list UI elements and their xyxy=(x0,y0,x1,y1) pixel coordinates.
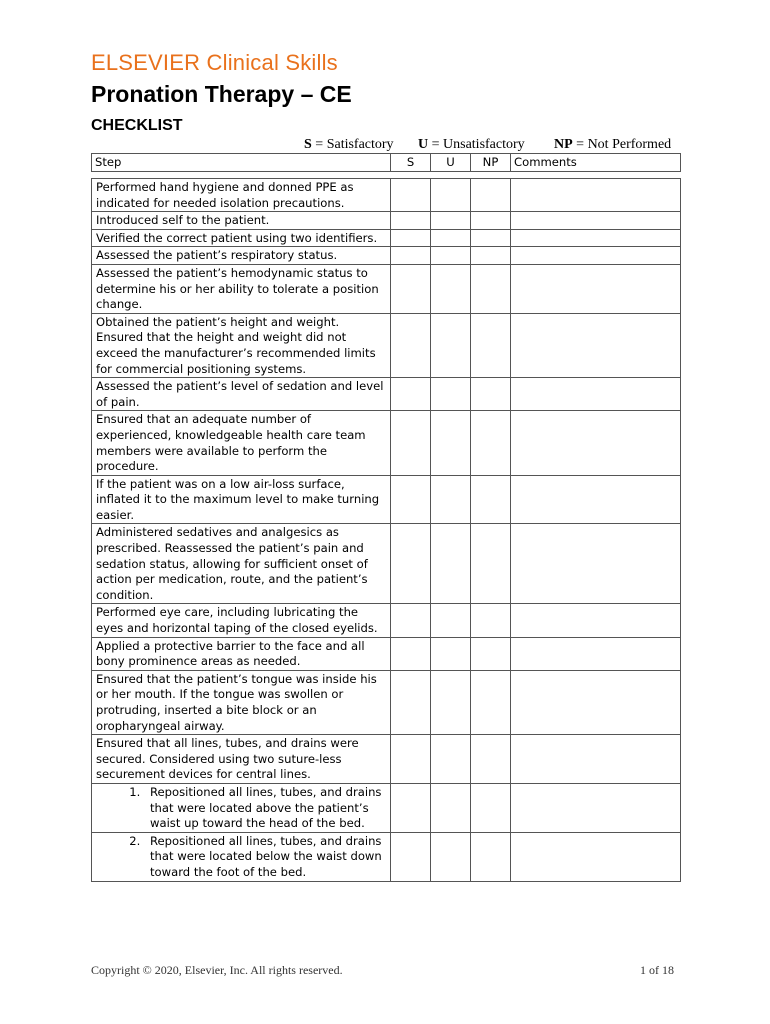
step-text: Performed hand hygiene and donned PPE as indicated for needed isolation precautions. xyxy=(96,180,354,210)
u-cell[interactable] xyxy=(431,411,471,475)
np-cell[interactable] xyxy=(471,378,511,411)
u-cell[interactable] xyxy=(431,212,471,230)
step-cell xyxy=(92,735,391,784)
table-row xyxy=(92,524,681,604)
comments-cell[interactable] xyxy=(511,411,681,475)
table-sub-row xyxy=(92,832,681,881)
comments-cell[interactable] xyxy=(511,378,681,411)
table-row xyxy=(92,212,681,230)
s-cell[interactable] xyxy=(391,670,431,734)
table-spacer-row xyxy=(92,172,681,179)
page-title: Pronation Therapy – CE xyxy=(91,81,352,107)
step-cell xyxy=(92,229,391,247)
comments-cell[interactable] xyxy=(511,524,681,604)
table-row xyxy=(92,179,681,212)
sub-step-list xyxy=(96,785,387,832)
u-cell[interactable] xyxy=(431,604,471,637)
u-cell[interactable] xyxy=(431,637,471,670)
s-cell[interactable] xyxy=(391,247,431,265)
step-text: Obtained the patient’s height and weight. Ensured that the height and weight did not exceed the manufacturer’s recommended limits for commercial positioning systems. xyxy=(96,314,376,376)
table-row xyxy=(92,604,681,637)
u-cell[interactable] xyxy=(431,229,471,247)
np-cell[interactable] xyxy=(471,604,511,637)
u-cell[interactable] xyxy=(431,735,471,784)
table-row xyxy=(92,378,681,411)
step-cell xyxy=(92,264,391,313)
table-row xyxy=(92,637,681,670)
comments-cell[interactable] xyxy=(511,832,681,881)
u-cell[interactable] xyxy=(431,313,471,377)
legend-unsatisfactory: U = Unsatisfactory xyxy=(418,137,525,152)
np-cell[interactable] xyxy=(471,783,511,832)
np-cell[interactable] xyxy=(471,411,511,475)
table-row xyxy=(92,475,681,524)
comments-cell[interactable] xyxy=(511,670,681,734)
comments-cell[interactable] xyxy=(511,229,681,247)
comments-cell[interactable] xyxy=(511,783,681,832)
comments-cell[interactable] xyxy=(511,475,681,524)
u-cell[interactable] xyxy=(431,378,471,411)
np-cell[interactable] xyxy=(471,264,511,313)
step-cell xyxy=(92,637,391,670)
step-text: Applied a protective barrier to the face and all bony prominence areas as needed. xyxy=(96,638,365,669)
table-row xyxy=(92,735,681,784)
s-cell[interactable] xyxy=(391,313,431,377)
s-cell[interactable] xyxy=(391,179,431,212)
comments-cell[interactable] xyxy=(511,264,681,313)
table-row xyxy=(92,313,681,377)
comments-cell[interactable] xyxy=(511,179,681,212)
comments-cell[interactable] xyxy=(511,735,681,784)
step-text: Administered sedatives and analgesics as prescribed. Reassessed the patient’s pain and sedation status, allowing for sufficient onset of action per medication, route, and the patient’s condition. xyxy=(96,525,368,602)
step-text: Introduced self to the patient. xyxy=(96,213,270,228)
sub-step-list xyxy=(96,834,387,881)
comments-cell[interactable] xyxy=(511,247,681,265)
s-cell[interactable] xyxy=(391,637,431,670)
u-cell[interactable] xyxy=(431,475,471,524)
np-cell[interactable] xyxy=(471,313,511,377)
step-text: Verified the correct patient using two identifiers. xyxy=(96,230,378,245)
comments-cell[interactable] xyxy=(511,212,681,230)
s-cell[interactable] xyxy=(391,832,431,881)
column-header-s: S xyxy=(391,154,431,172)
s-cell[interactable] xyxy=(391,378,431,411)
s-cell[interactable] xyxy=(391,475,431,524)
table-row xyxy=(92,247,681,265)
legend-not-performed: NP = Not Performed xyxy=(554,137,672,152)
step-cell xyxy=(92,832,391,881)
np-cell[interactable] xyxy=(471,832,511,881)
column-header-u: U xyxy=(431,154,471,172)
step-cell xyxy=(92,179,391,212)
table-header-row xyxy=(92,154,681,172)
step-cell xyxy=(92,670,391,734)
page-number: 1 of 18 xyxy=(640,963,674,977)
brand-logo: ELSEVIER Clinical Skills xyxy=(91,50,338,75)
table-body xyxy=(92,172,681,882)
np-cell[interactable] xyxy=(471,247,511,265)
step-text: Ensured that the patient’s tongue was inside his or her mouth. If the tongue was swollen or protruding, inserted a bite block or an oropharyngeal airway. xyxy=(96,671,377,733)
table-sub-row xyxy=(92,783,681,832)
u-cell[interactable] xyxy=(431,264,471,313)
table-row xyxy=(92,229,681,247)
copyright-notice: Copyright © 2020, Elsevier, Inc. All rights reserved. xyxy=(91,963,343,977)
step-text: Assessed the patient’s hemodynamic status to determine his or her ability to tolerate a position change. xyxy=(96,265,379,312)
u-cell[interactable] xyxy=(431,179,471,212)
s-cell[interactable] xyxy=(391,229,431,247)
s-cell[interactable] xyxy=(391,783,431,832)
u-cell[interactable] xyxy=(431,524,471,604)
np-cell[interactable] xyxy=(471,475,511,524)
step-cell xyxy=(92,378,391,411)
checklist-table xyxy=(91,153,681,882)
comments-cell[interactable] xyxy=(511,604,681,637)
np-cell[interactable] xyxy=(471,637,511,670)
u-cell[interactable] xyxy=(431,247,471,265)
np-cell[interactable] xyxy=(471,524,511,604)
table-row xyxy=(92,264,681,313)
np-cell[interactable] xyxy=(471,670,511,734)
step-text: Ensured that an adequate number of experienced, knowledgeable health care team members were available to perform the procedure. xyxy=(96,412,366,474)
step-cell xyxy=(92,411,391,475)
s-cell[interactable] xyxy=(391,411,431,475)
column-header-step: Step xyxy=(92,154,391,172)
step-text: Ensured that all lines, tubes, and drains were secured. Considered using two suture-less securement devices for central lines. xyxy=(96,736,359,782)
np-cell[interactable] xyxy=(471,229,511,247)
table-row xyxy=(92,670,681,734)
np-cell[interactable] xyxy=(471,212,511,230)
s-cell[interactable] xyxy=(391,735,431,784)
s-cell[interactable] xyxy=(391,604,431,637)
s-cell[interactable] xyxy=(391,264,431,313)
s-cell[interactable] xyxy=(391,524,431,604)
u-cell[interactable] xyxy=(431,783,471,832)
s-cell[interactable] xyxy=(391,212,431,230)
step-cell xyxy=(92,247,391,265)
step-cell xyxy=(92,313,391,377)
step-text: Assessed the patient’s level of sedation and level of pain. xyxy=(96,379,384,409)
u-cell[interactable] xyxy=(431,832,471,881)
column-header-np: NP xyxy=(471,154,511,172)
step-cell xyxy=(92,604,391,637)
step-cell xyxy=(92,783,391,832)
step-cell xyxy=(92,524,391,604)
column-header-comments: Comments xyxy=(511,154,681,172)
sub-step-text: 1. Repositioned all lines, tubes, and drains that were located above the patient’s waist up toward the head of the bed. xyxy=(144,785,387,832)
sub-step-text: 2. Repositioned all lines, tubes, and drains that were located below the waist down toward the foot of the bed. xyxy=(144,834,387,881)
table-row xyxy=(92,411,681,475)
section-heading: CHECKLIST xyxy=(91,117,183,134)
step-cell xyxy=(92,475,391,524)
np-cell[interactable] xyxy=(471,735,511,784)
comments-cell[interactable] xyxy=(511,637,681,670)
step-text: If the patient was on a low air-loss surface, inflated it to the maximum level to make turning easier. xyxy=(96,476,380,522)
np-cell[interactable] xyxy=(471,179,511,212)
step-text: Assessed the patient’s respiratory status. xyxy=(96,248,338,263)
u-cell[interactable] xyxy=(431,670,471,734)
step-cell xyxy=(92,212,391,230)
step-text: Performed eye care, including lubricating the eyes and horizontal taping of the closed eyelids. xyxy=(96,605,378,636)
legend-satisfactory: S = Satisfactory xyxy=(304,137,394,152)
comments-cell[interactable] xyxy=(511,313,681,377)
